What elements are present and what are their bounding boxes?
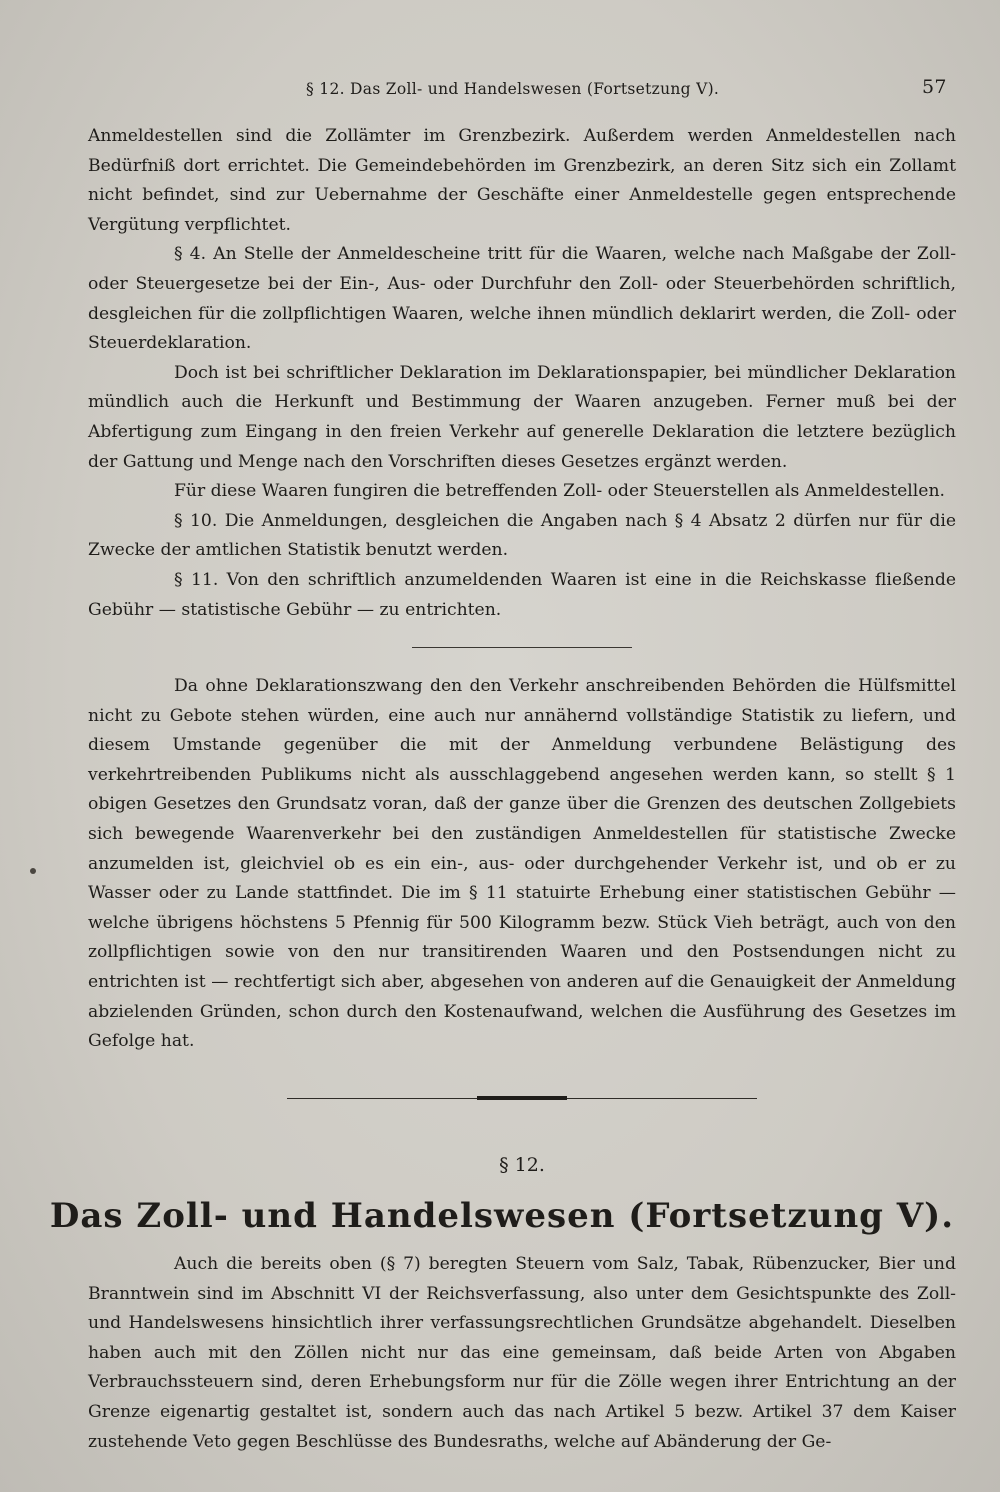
paragraph-anmeldestellen: Anmeldestellen sind die Zollämter im Grenzbezirk. Außerdem werden Anmeldestellen nach Bedürfniß dort errichtet. Die Gemeindebehörden im Grenzbezirk, an deren Sitz sich ein Zollamt nicht befindet, sind zur Uebernahme der Geschäfte einer Anmeldestelle gegen entsprechende Vergütung verpflichtet. [88,126,956,235]
page-header [0,76,1000,106]
running-title: § 12. Das Zoll- und Handelswesen (Fortsetzung V). [306,80,720,98]
section-title: Das Zoll- und Handelswesen (Fortsetzung V). [49,1196,955,1237]
ornamental-divider [287,1095,757,1103]
short-divider [412,647,632,648]
page-body [49,122,956,1457]
paragraph-section-4: § 4. An Stelle der Anmeldescheine tritt für die Waaren, welche nach Maßgabe der Zoll- oder Steuergesetze bei der Ein-, Aus- oder Durchfuhr den Zoll- oder Steuerbehörden schriftlich, desgleichen für die zollpflichtigen Waaren, welche ihnen mündlich deklarirt werden, die Zoll- oder Steuerdeklaration. [88,244,956,354]
ink-spot [30,868,36,874]
paragraph-deklaration: Doch ist bei schriftlicher Deklaration im Deklarationspapier, bei mündlicher Deklaration mündlich auch die Herkunft und Bestimmung der Waaren anzugeben. Ferner muß bei der Abfertigung zum Eingang in den freien Verkehr auf generelle Deklaration die letztere bezüglich der Gattung und Menge nach den Vorschriften dieses Gesetzes ergänzt werden. [88,362,956,472]
paragraph-steuern: Auch die bereits oben (§ 7) beregten Steuern vom Salz, Tabak, Rübenzucker, Bier und Branntwein sind im Abschnitt VI der Reichsverfassung, also unter dem Gesichtspunkte des Zoll- und Handelswesens hinsichtlich ihrer verfassungsrechtlichen Grundsätze abgehandelt. Dieselben haben auch mit den Zöllen nicht nur das eine gemeinsam, daß beide Arten von Abgaben Verbrauchssteuern sind, deren Erhebungsform nur für die Zölle wegen ihrer Entrichtung an der Grenze eigenartig gestaltet ist, sondern auch das nach Artikel 5 bezw. Artikel 37 dem Kaiser zustehende Veto gegen Beschlüsse des Bundesraths, welche auf Abänderung der Ge- [88,1254,956,1452]
section-number: § 12. [499,1153,545,1176]
paragraph-section-10: § 10. Die Anmeldungen, desgleichen die Angaben nach § 4 Absatz 2 dürfen nur für die Zwecke der amtlichen Statistik benutzt werden. [88,510,956,561]
divider-thick-bar [477,1096,567,1100]
paragraph-section-11: § 11. Von den schriftlich anzumeldenden Waaren ist eine in die Reichskasse fließende Gebühr — statistische Gebühr — zu entrichten. [88,569,956,620]
paragraph-fungiren: Für diese Waaren fungiren die betreffenden Zoll- oder Steuerstellen als Anmeldestellen. [174,481,945,502]
paragraph-commentary: Da ohne Deklarationszwang den den Verkehr anschreibenden Behörden die Hülfsmittel nicht zu Gebote stehen würden, eine auch nur annähernd vollständige Statistik zu liefern, und diesem Umstande gegenüber die mit der Anmeldung verbundene Belästigung des verkehrtreibenden Publikums nicht als ausschlaggebend angesehen werden kann, so stellt § 1 obigen Gesetzes den Grundsatz voran, daß der ganze über die Grenzen des deutschen Zollgebiets sich bewegende Waarenverkehr bei den zuständigen Anmeldestellen für statistische Zwecke anzumelden ist, gleichviel ob es ein ein-, aus- oder durchgehender Verkehr ist, und ob er zu Wasser oder zu Lande stattfindet. Die im § 11 statuirte Erhebung einer statistischen Gebühr — welche übrigens höchstens 5 Pfennig für 500 Kilogramm bezw. Stück Vieh beträgt, auch von den zollpflichtigen sowie von den nur transitirenden Waaren und den Postsendungen nicht zu entrichten ist — rechtfertigt sich aber, abgesehen von anderen auf die Genauigkeit der Anmeldung abzielenden Gründen, schon durch den Kostenaufwand, welchen die Ausführung des Gesetzes im Gefolge hat. [88,676,956,1052]
page-number: 57 [922,76,947,98]
